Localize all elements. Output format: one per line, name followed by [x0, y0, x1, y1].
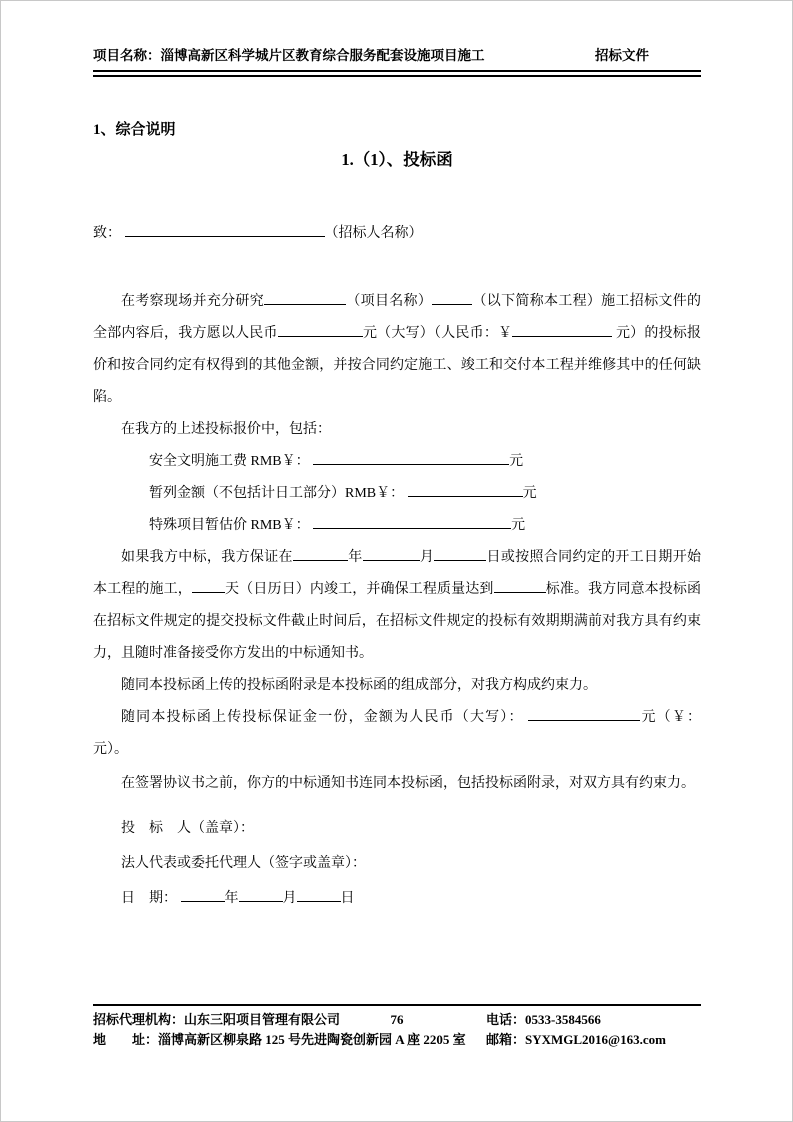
text-run: 致： [93, 226, 125, 241]
fill-in-blank [264, 290, 346, 305]
text-run: 暂列金额（不包括计日工部分）RMB￥： [149, 486, 408, 501]
salutation-line [93, 218, 701, 250]
text-run: 标准。我方同意本投标函在招标文件规定的提交投标文件截止时间后，在招标文件规定的投标有效期期满前对我方具有约束力，且随时准备接受你方发出的中标通知书。 [93, 582, 702, 661]
footer-phone: 电话：0533-3584566 [486, 1012, 601, 1027]
header-doc-type: 招标文件 [595, 48, 649, 63]
text-run: （招标人名称） [324, 226, 423, 241]
fee-line-special-estimate [149, 510, 701, 542]
fill-in-blank [313, 514, 511, 529]
text-run: 月 [282, 891, 297, 906]
text-run: 安全文明施工费 RMB￥： [149, 454, 314, 469]
text-run: 在考察现场并充分研究 [121, 294, 265, 309]
text-run: 元 [509, 454, 524, 469]
text-run: 在我方的上述投标报价中，包括： [121, 422, 331, 437]
text-run: 元（￥： 元）。 [93, 710, 701, 757]
fill-in-blank [181, 887, 225, 902]
footer-row-1 [93, 1010, 701, 1030]
fill-in-blank [125, 222, 325, 237]
signature-representative [93, 848, 701, 880]
fill-in-blank [313, 450, 509, 465]
fill-in-blank [239, 887, 283, 902]
fee-line-provisional-sum [149, 478, 701, 510]
fill-in-blank [512, 322, 612, 337]
header-project-name: 项目名称：淄博高新区科学城片区教育综合服务配套设施项目施工 [93, 48, 485, 63]
text-run: 如果我方中标，我方保证在 [121, 550, 293, 565]
paragraph-bid-bond [93, 702, 701, 766]
footer-row-2 [93, 1030, 701, 1050]
fill-in-blank [363, 546, 420, 561]
header-divider [93, 70, 701, 77]
text-run: 随同本投标函上传的投标函附录是本投标函的组成部分，对我方构成约束力。 [121, 678, 597, 693]
text-run: 特殊项目暂估价 RMB￥： [149, 518, 314, 533]
fee-line-safety [149, 446, 701, 478]
footer-email: 邮箱：SYXMGL2016@163.com [486, 1032, 667, 1047]
text-run: 元 [511, 518, 526, 533]
page-footer [93, 1004, 701, 1050]
text-run: 日或按照合同约定的开工日期开始本工程的施工， [93, 550, 702, 597]
fill-in-blank [192, 578, 225, 593]
paragraph-price-include [93, 414, 701, 446]
text-run: 年 [224, 891, 239, 906]
signature-date [93, 883, 701, 915]
text-run: 法人代表或委托代理人（签字或盖章）： [121, 856, 366, 871]
text-run: 月 [419, 550, 435, 565]
text-run: 元）的投标报价和按合同约定有权得到的其他金额，并按合同约定施工、竣工和交付本工程并维修其中的任何缺陷。 [93, 326, 702, 405]
text-run: 在签署协议书之前，你方的中标通知书连同本投标函，包括投标函附录，对双方具有约束力。 [121, 776, 695, 791]
footer-agency: 招标代理机构：山东三阳项目管理有限公司 [93, 1012, 341, 1027]
paragraph-award-commitment [93, 542, 701, 670]
text-run: 投 标 人（盖章）： [121, 821, 254, 836]
page-header [93, 47, 701, 65]
text-run: 天（日历日）内竣工，并确保工程质量达到 [224, 582, 494, 597]
text-run: 年 [347, 550, 363, 565]
text-run: （项目名称） [346, 294, 433, 309]
text-run: 元（大写）（人民币：￥ [362, 326, 513, 341]
text-run: （以下简称本工程）施工招标文件的全部内容后，我方愿以人民币 [93, 294, 702, 341]
paragraph-notice-binding [93, 768, 701, 800]
fill-in-blank [528, 706, 640, 721]
text-run: 日 期： [121, 891, 181, 906]
fill-in-blank [278, 322, 363, 337]
fill-in-blank [297, 887, 341, 902]
text-run: 随同本投标函上传投标保证金一份，金额为人民币（大写）： [121, 710, 529, 725]
fill-in-blank [293, 546, 348, 561]
footer-address: 地 址：淄博高新区柳泉路 125 号先进陶瓷创新园 A 座 2205 室 [93, 1032, 466, 1047]
footer-page-number: 76 [390, 1012, 404, 1027]
document-body [93, 218, 701, 915]
fill-in-blank [434, 546, 486, 561]
page-title: 1.（1）、投标函 [341, 150, 453, 169]
signature-bidder [93, 813, 701, 845]
section-heading: 1、综合说明 [93, 122, 176, 138]
paragraph-appendix-binding [93, 670, 701, 702]
text-run: 元 [522, 486, 537, 501]
fill-in-blank [494, 578, 546, 593]
text-run: 日 [340, 891, 355, 906]
fill-in-blank [432, 290, 472, 305]
paragraph-offer [93, 286, 701, 414]
fill-in-blank [408, 482, 523, 497]
